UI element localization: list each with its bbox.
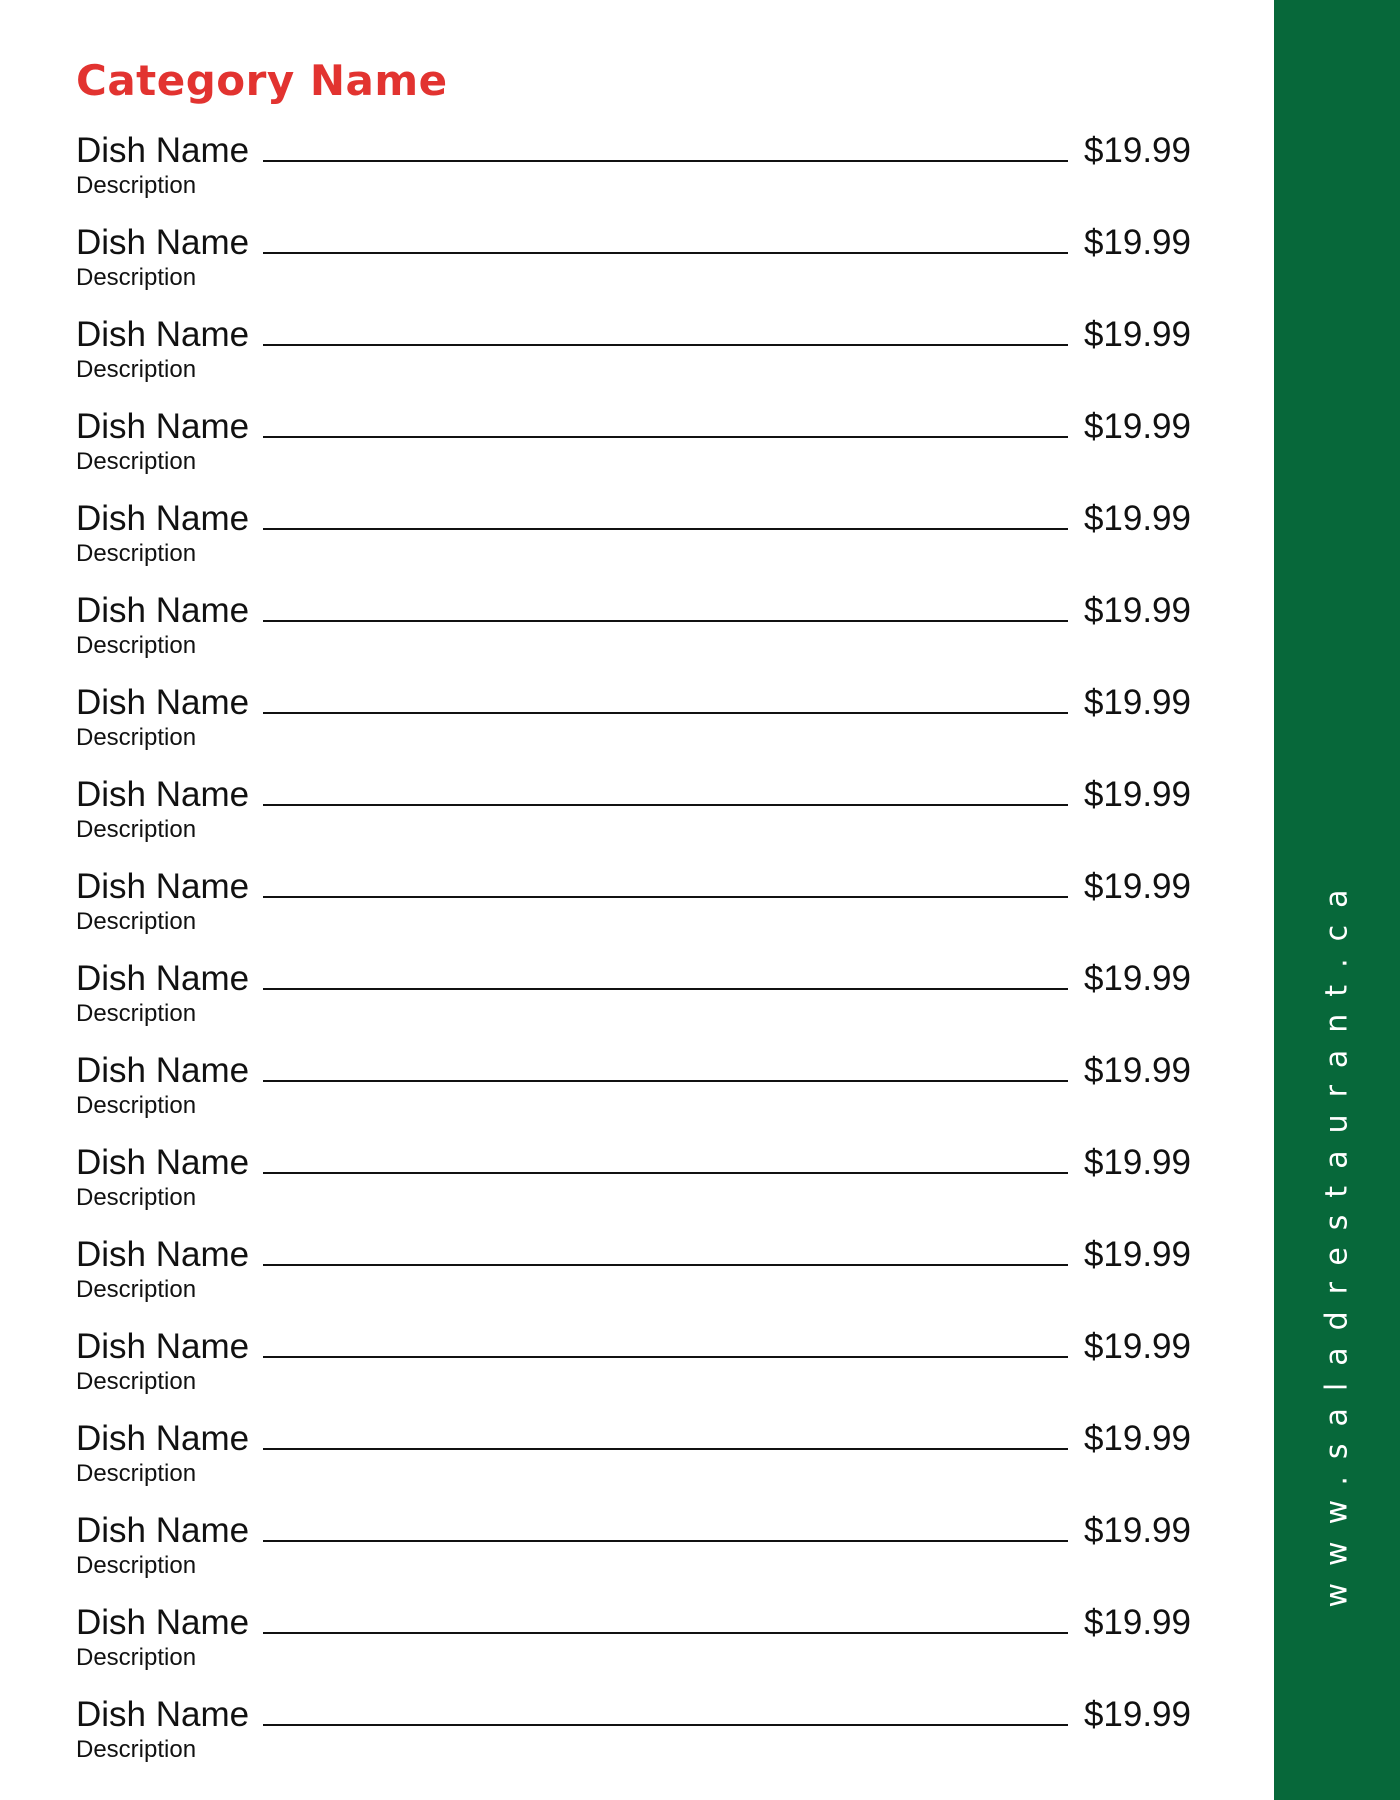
dish-name: Dish Name	[76, 1051, 250, 1090]
menu-item-row	[76, 1226, 1191, 1276]
dish-leader-line	[263, 1264, 1068, 1266]
menu-item	[76, 674, 1191, 766]
menu-item	[76, 490, 1191, 582]
dish-price: $19.99	[1083, 775, 1191, 814]
dish-name: Dish Name	[76, 775, 250, 814]
dish-price: $19.99	[1083, 131, 1191, 170]
dish-price: $19.99	[1083, 1235, 1191, 1274]
menu-item-row	[76, 674, 1191, 724]
dish-name: Dish Name	[76, 223, 250, 262]
dish-leader-line	[263, 804, 1068, 806]
dish-description: Description	[76, 1368, 197, 1395]
dish-description: Description	[76, 1092, 197, 1119]
dish-leader-line	[263, 1448, 1068, 1450]
dish-description: Description	[76, 264, 197, 291]
dish-price: $19.99	[1083, 683, 1191, 722]
menu-item	[76, 306, 1191, 398]
dish-leader-line	[263, 1724, 1068, 1726]
menu-item	[76, 1594, 1191, 1686]
dish-leader-line	[263, 160, 1068, 162]
dish-price: $19.99	[1083, 1051, 1191, 1090]
dish-leader-line	[263, 252, 1068, 254]
dish-price: $19.99	[1083, 315, 1191, 354]
dish-leader-line	[263, 1172, 1068, 1174]
menu-item	[76, 122, 1191, 214]
menu-item	[76, 1318, 1191, 1410]
menu-item	[76, 1042, 1191, 1134]
dish-leader-line	[263, 1356, 1068, 1358]
menu-item-row	[76, 1042, 1191, 1092]
dish-price: $19.99	[1083, 1603, 1191, 1642]
dish-name: Dish Name	[76, 1419, 250, 1458]
menu-item	[76, 1134, 1191, 1226]
menu-item-row	[76, 306, 1191, 356]
menu-content	[76, 48, 1191, 1778]
dish-price: $19.99	[1083, 1143, 1191, 1182]
menu-item	[76, 1502, 1191, 1594]
menu-item-row	[76, 1410, 1191, 1460]
menu-item	[76, 858, 1191, 950]
dish-name: Dish Name	[76, 1235, 250, 1274]
menu-item	[76, 398, 1191, 490]
menu-item	[76, 1410, 1191, 1502]
dish-name: Dish Name	[76, 959, 250, 998]
menu-item	[76, 1226, 1191, 1318]
dish-price: $19.99	[1083, 1511, 1191, 1550]
dish-price: $19.99	[1083, 1327, 1191, 1366]
dish-description: Description	[76, 632, 197, 659]
dish-name: Dish Name	[76, 1327, 250, 1366]
menu-item-row	[76, 1318, 1191, 1368]
dish-name: Dish Name	[76, 591, 250, 630]
dish-name: Dish Name	[76, 131, 250, 170]
menu-item-row	[76, 1594, 1191, 1644]
dish-description: Description	[76, 724, 197, 751]
dish-name: Dish Name	[76, 315, 250, 354]
dish-description: Description	[76, 1552, 197, 1579]
menu-item-row	[76, 1502, 1191, 1552]
dish-leader-line	[263, 528, 1068, 530]
menu-item	[76, 950, 1191, 1042]
dish-description: Description	[76, 1736, 197, 1763]
dish-price: $19.99	[1083, 499, 1191, 538]
dish-name: Dish Name	[76, 1603, 250, 1642]
dish-description: Description	[76, 1460, 197, 1487]
dish-leader-line	[263, 436, 1068, 438]
dish-description: Description	[76, 172, 197, 199]
dish-name: Dish Name	[76, 683, 250, 722]
dish-description: Description	[76, 816, 197, 843]
dish-name: Dish Name	[76, 867, 250, 906]
dish-leader-line	[263, 344, 1068, 346]
menu-list	[76, 122, 1191, 1778]
menu-item-row	[76, 1686, 1191, 1736]
dish-leader-line	[263, 896, 1068, 898]
menu-item-row	[76, 766, 1191, 816]
dish-description: Description	[76, 1000, 197, 1027]
menu-item-row	[76, 858, 1191, 908]
menu-item-row	[76, 122, 1191, 172]
dish-name: Dish Name	[76, 1143, 250, 1182]
dish-description: Description	[76, 1644, 197, 1671]
dish-name: Dish Name	[76, 1695, 250, 1734]
dish-leader-line	[263, 712, 1068, 714]
dish-leader-line	[263, 1540, 1068, 1542]
dish-leader-line	[263, 1632, 1068, 1634]
category-title: Category Name	[76, 56, 448, 105]
menu-item-row	[76, 582, 1191, 632]
dish-description: Description	[76, 908, 197, 935]
menu-item-row	[76, 950, 1191, 1000]
menu-item	[76, 582, 1191, 674]
dish-name: Dish Name	[76, 499, 250, 538]
dish-price: $19.99	[1083, 959, 1191, 998]
dish-leader-line	[263, 988, 1068, 990]
restaurant-website-url: www.saladrestaurant.ca	[1319, 872, 1355, 1608]
dish-description: Description	[76, 1276, 197, 1303]
dish-price: $19.99	[1083, 1695, 1191, 1734]
menu-item-row	[76, 398, 1191, 448]
menu-item-row	[76, 1134, 1191, 1184]
dish-leader-line	[263, 620, 1068, 622]
menu-item	[76, 766, 1191, 858]
dish-name: Dish Name	[76, 1511, 250, 1550]
menu-item	[76, 214, 1191, 306]
menu-item-row	[76, 214, 1191, 264]
dish-description: Description	[76, 356, 197, 383]
dish-price: $19.99	[1083, 407, 1191, 446]
dish-price: $19.99	[1083, 591, 1191, 630]
dish-price: $19.99	[1083, 1419, 1191, 1458]
dish-description: Description	[76, 448, 197, 475]
dish-price: $19.99	[1083, 867, 1191, 906]
dish-description: Description	[76, 540, 197, 567]
dish-price: $19.99	[1083, 223, 1191, 262]
menu-item	[76, 1686, 1191, 1778]
dish-description: Description	[76, 1184, 197, 1211]
dish-name: Dish Name	[76, 407, 250, 446]
dish-leader-line	[263, 1080, 1068, 1082]
menu-item-row	[76, 490, 1191, 540]
green-sidebar	[1274, 0, 1400, 1800]
